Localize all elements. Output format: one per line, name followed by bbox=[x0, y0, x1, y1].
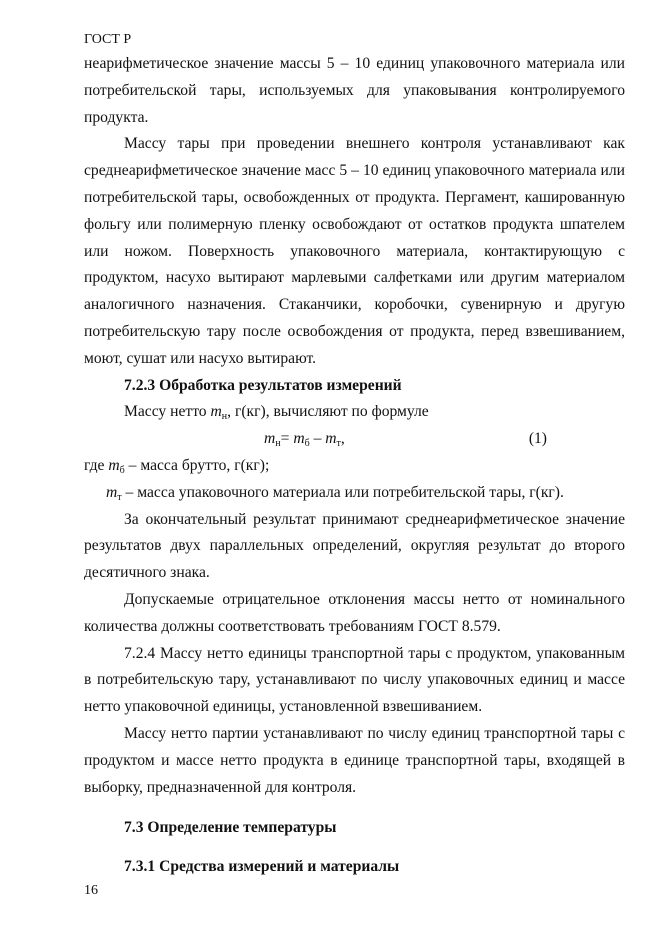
paragraph-tolerance: Допускаемые отрицательное отклонения массы нетто от номинального количества должны соответствовать требованиям ГОСТ 8.579. bbox=[84, 590, 625, 635]
formula-lhs-sub: н bbox=[275, 438, 281, 450]
formula-lhs: m bbox=[264, 430, 276, 448]
where-tare-text: – масса упаковочного материала или потребительской тары, г(кг). bbox=[121, 483, 564, 501]
where-tare-symbol: m bbox=[106, 483, 118, 501]
formula-expression bbox=[264, 426, 345, 453]
formula-end: , bbox=[340, 430, 345, 448]
spacer bbox=[84, 801, 625, 815]
formula-number: (1) bbox=[528, 430, 547, 448]
body-text bbox=[84, 51, 625, 881]
formula-intro bbox=[84, 399, 625, 426]
paragraph-7-2-4: 7.2.4 Массу нетто единицы транспортной тары с продуктом, упакованным в потребительскую тару, устанавливают по числу упаковочных единиц и массе нетто упаковочной единицы, установленной взвешиванием. bbox=[84, 644, 625, 716]
running-header: ГОСТ Р bbox=[84, 32, 132, 47]
formula-equals: = bbox=[280, 430, 294, 448]
subscript-n: н bbox=[221, 411, 228, 423]
where-gross-text: – масса брутто, г(кг); bbox=[124, 456, 270, 474]
where-tare-sub: т bbox=[117, 491, 122, 503]
formula-term2-sub: т bbox=[336, 438, 341, 450]
where-prefix: где bbox=[84, 456, 109, 474]
where-gross bbox=[84, 453, 625, 480]
formula-term2: m bbox=[325, 430, 337, 448]
formula-term1-sub: б bbox=[304, 438, 310, 450]
heading-7-3-1: 7.3.1 Средства измерений и материалы bbox=[124, 858, 400, 876]
symbol-m: m bbox=[210, 403, 222, 421]
formula-intro-text-end: , г(кг), вычисляют по формуле bbox=[227, 403, 429, 421]
heading-7-3: 7.3 Определение температуры bbox=[124, 819, 337, 837]
formula-intro-text: Массу нетто bbox=[124, 403, 211, 421]
paragraph-final-result: За окончательный результат принимают среднеарифметическое значение результатов двух параллельных определений, округляя результат до второго десятичного знака. bbox=[84, 510, 625, 582]
spacer bbox=[84, 842, 625, 854]
paragraph-batch-net-mass: Массу нетто партии устанавливают по числу единиц транспортной тары с продуктом и массе нетто продукта в единице транспортной тары, входящей в выборку, предназначенной для контроля. bbox=[84, 724, 625, 796]
page-number: 16 bbox=[84, 883, 98, 898]
formula-minus: – bbox=[309, 430, 326, 448]
where-tare bbox=[84, 480, 625, 507]
paragraph-tare-mass: Массу тары при проведении внешнего контроля устанавливают как среднеарифметическое значение масс 5 – 10 единиц упаковочного материала или потребительской тары, освобожденных от продукта. Пергамент, кашированную фольгу или полимерную пленку освобождают от остатков продукта шпателем или ножом. Поверхность упаковочного материала, контактирующую с продуктом, насухо вытирают марлевыми салфетками или другим материалом аналогичного назначения. Стаканчики, коробочки, сувенирную и другую потребительскую тару после освобождения от продукта, перед взвешиванием, моют, сушат или насухо вытирают. bbox=[84, 135, 625, 367]
where-gross-sub: б bbox=[119, 464, 125, 476]
heading-7-2-3: 7.2.3 Обработка результатов измерений bbox=[124, 376, 402, 394]
formula-term1: m bbox=[293, 430, 305, 448]
formula-line bbox=[84, 426, 625, 453]
paragraph-continued: неарифметическое значение массы 5 – 10 единиц упаковочного материала или потребительской тары, используемых для упаковывания контролируемого продукта. bbox=[84, 55, 625, 126]
where-gross-symbol: m bbox=[108, 456, 120, 474]
